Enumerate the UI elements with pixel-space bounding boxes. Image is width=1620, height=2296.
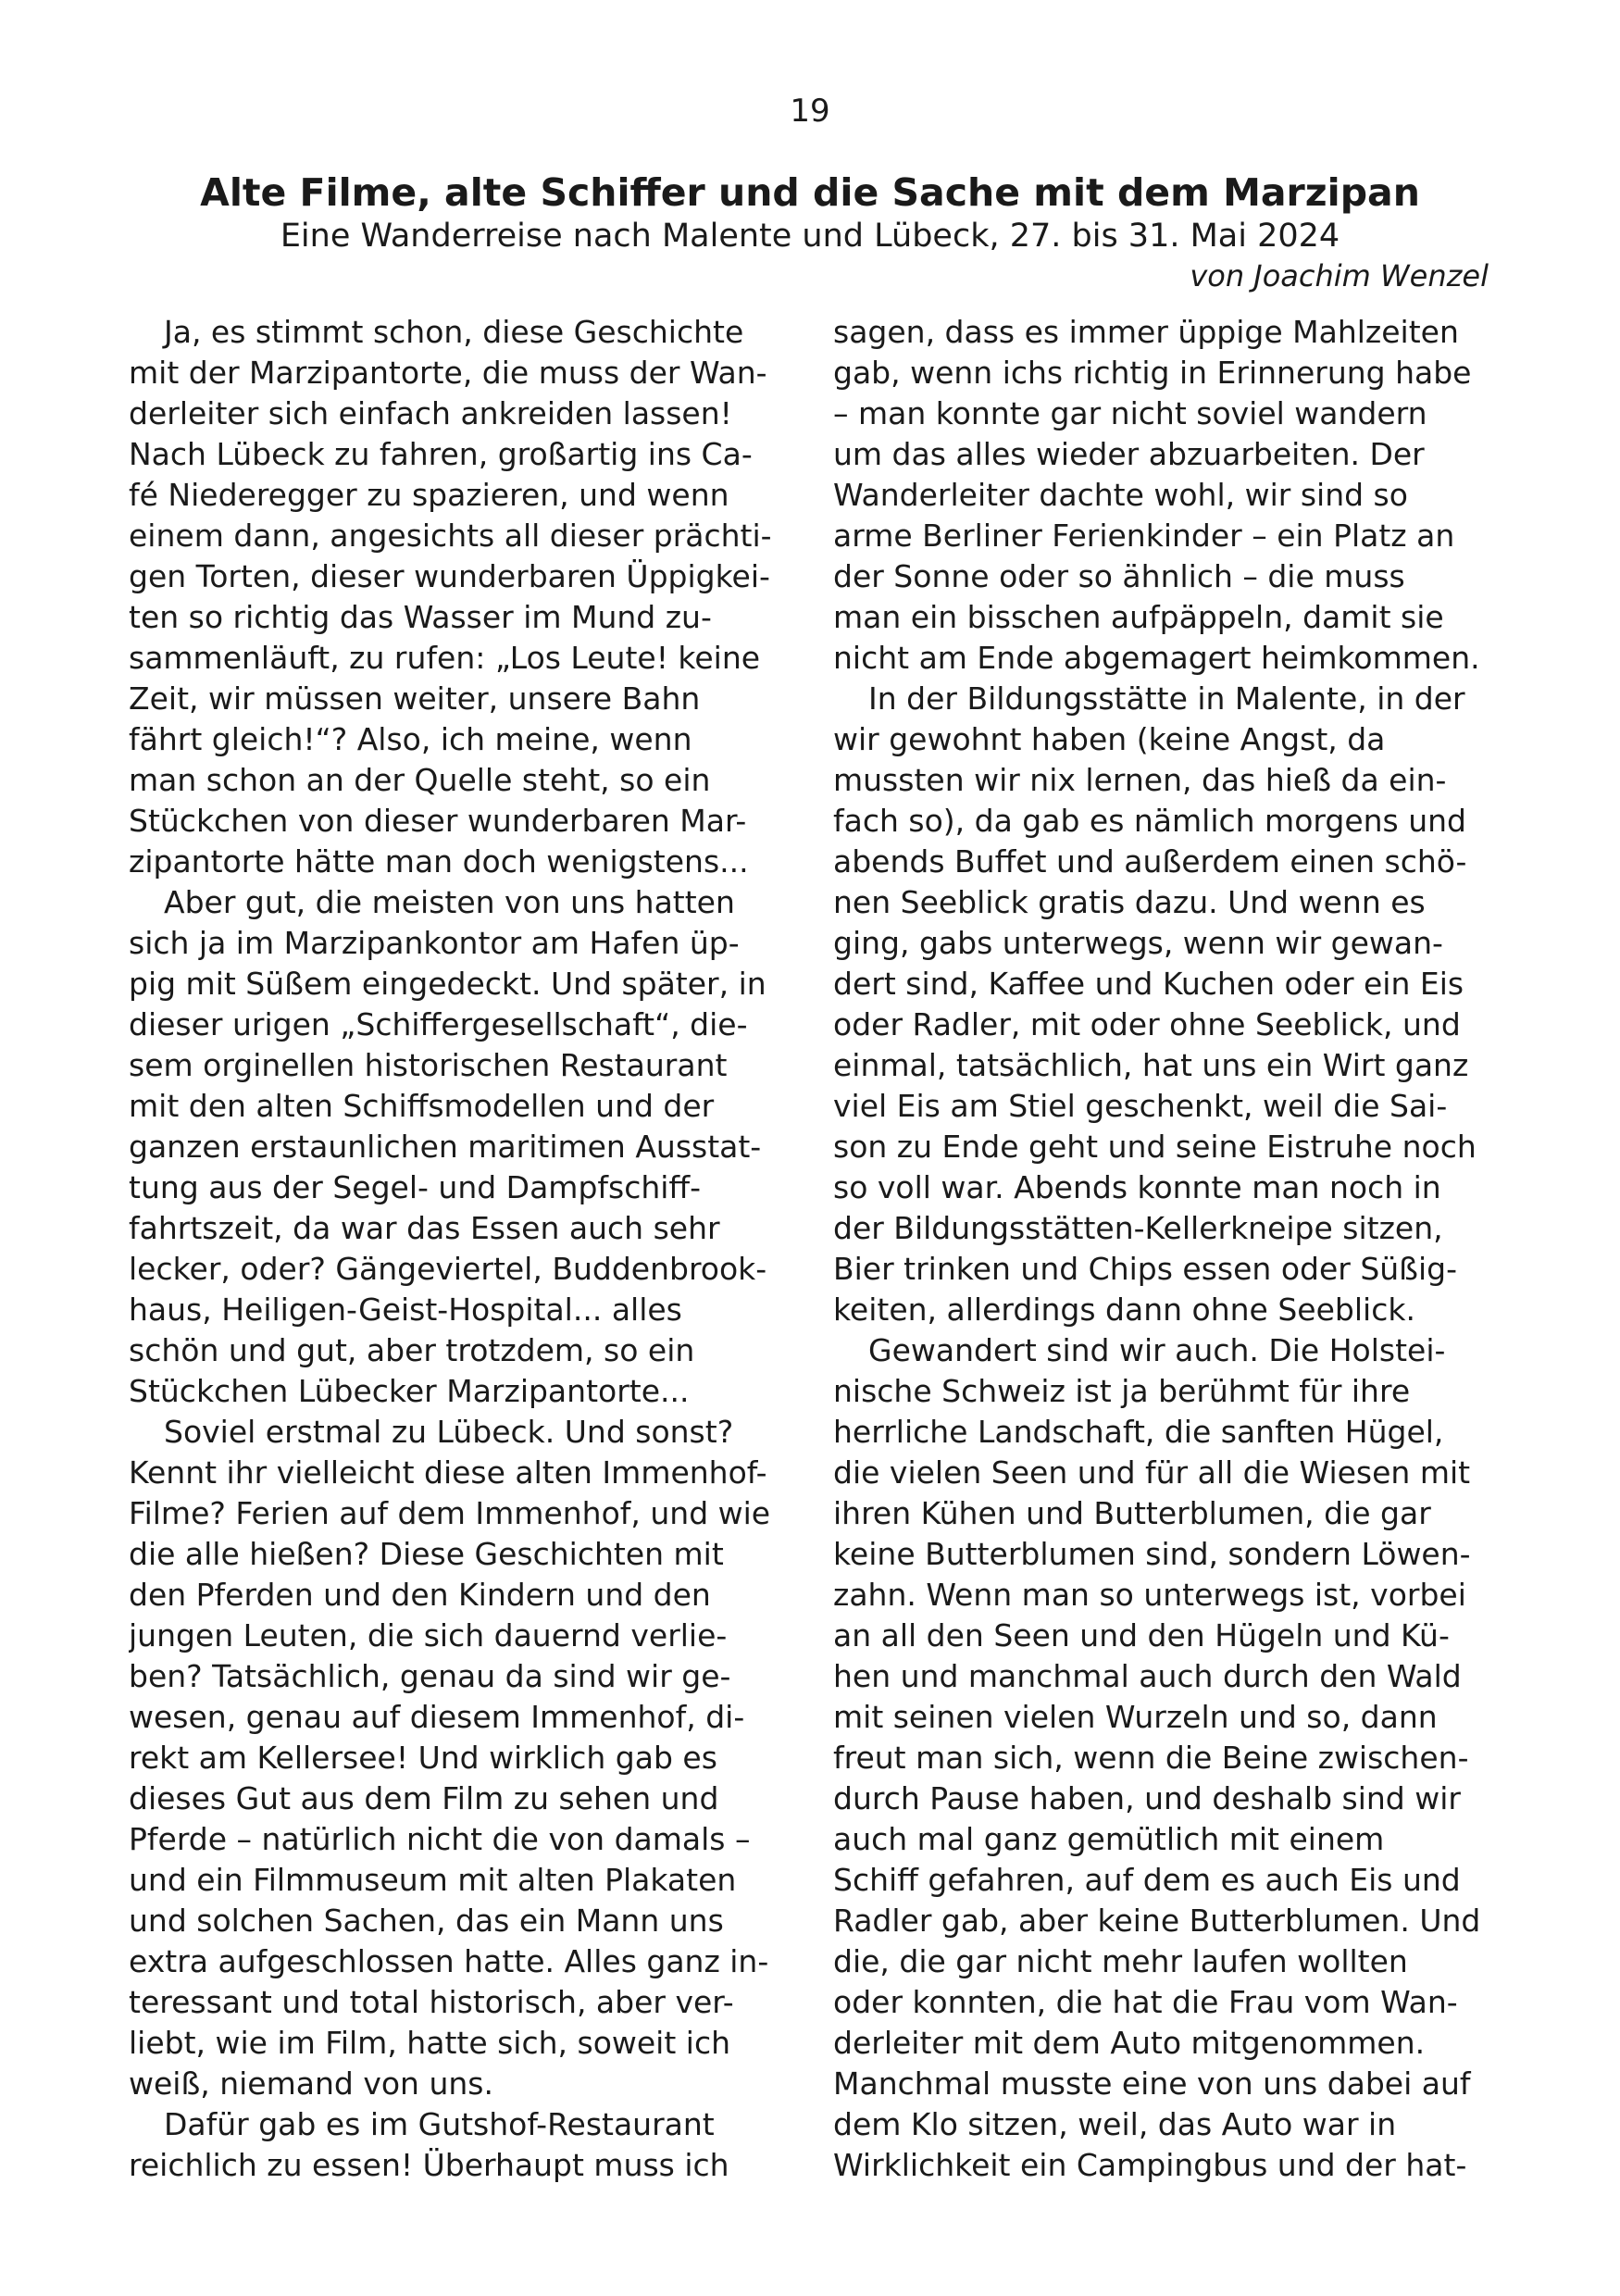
article-subtitle: Eine Wanderreise nach Malente und Lübeck, 27. bis 31. Mai 2024 (280, 218, 1340, 255)
text-line: reichlich zu essen! Überhaupt muss ich (129, 2147, 729, 2183)
text-line: Dafür gab es im Gutshof-Restaurant (164, 2106, 715, 2142)
text-line: Gewandert sind wir auch. Die Holstei- (868, 1332, 1446, 1368)
text-line: rekt am Kellersee! Und wirklich gab es (129, 1740, 717, 1776)
text-line: nische Schweiz ist ja berühmt für ihre (833, 1373, 1411, 1409)
text-line: weiß, niemand von uns. (129, 2065, 493, 2102)
text-line: lecker, oder? Gängeviertel, Buddenbrook- (129, 1251, 767, 1287)
text-line: keine Butterblumen sind, sondern Löwen- (833, 1536, 1471, 1572)
text-line: mit den alten Schiffsmodellen und der (129, 1088, 715, 1124)
text-line: fahrtszeit, da war das Essen auch sehr (129, 1210, 720, 1246)
text-line: wesen, genau auf diesem Immenhof, di- (129, 1699, 745, 1735)
text-column-right (833, 312, 1537, 2186)
text-line: haus, Heiligen-Geist-Hospital... alles (129, 1292, 682, 1328)
text-line: gab, wenn ichs richtig in Erinnerung habe (833, 355, 1472, 391)
page-number: 19 (790, 93, 830, 130)
text-line: Zeit, wir müssen weiter, unsere Bahn (129, 680, 701, 717)
text-line: die, die gar nicht mehr laufen wollten (833, 1943, 1408, 1979)
text-line: durch Pause haben, und deshalb sind wir (833, 1780, 1461, 1816)
text-line: und solchen Sachen, das ein Mann uns (129, 1903, 724, 1939)
article-title: Alte Filme, alte Schiffer und die Sache mit dem Marzipan (200, 170, 1420, 215)
text-line: extra aufgeschlossen hatte. Alles ganz in- (129, 1943, 769, 1979)
text-line: arme Berliner Ferienkinder – ein Platz an (833, 518, 1455, 554)
text-line: dert sind, Kaffee und Kuchen oder ein Eis (833, 966, 1464, 1002)
text-line: ihren Kühen und Butterblumen, die gar (833, 1495, 1431, 1531)
text-line: sagen, dass es immer üppige Mahlzeiten (833, 314, 1459, 350)
text-line: sem orginellen historischen Restaurant (129, 1047, 728, 1083)
text-line: die alle hießen? Diese Geschichten mit (129, 1536, 724, 1572)
text-line: Pferde – natürlich nicht die von damals – (129, 1821, 751, 1857)
text-line: Schiff gefahren, auf dem es auch Eis und (833, 1862, 1461, 1898)
text-line: In der Bildungsstätte in Malente, in der (868, 680, 1465, 717)
text-line: so voll war. Abends konnte man noch in (833, 1169, 1441, 1205)
text-line: Aber gut, die meisten von uns hatten (164, 884, 735, 920)
text-line: hen und manchmal auch durch den Wald (833, 1658, 1462, 1694)
text-line: sammenläuft, zu rufen: „Los Leute! keine (129, 640, 761, 676)
text-line: der Bildungsstätten-Kellerkneipe sitzen, (833, 1210, 1443, 1246)
text-line: den Pferden und den Kindern und den (129, 1577, 711, 1613)
text-line: herrliche Landschaft, die sanften Hügel, (833, 1414, 1444, 1450)
text-line: freut man sich, wenn die Beine zwischen- (833, 1740, 1469, 1776)
text-line: dieses Gut aus dem Film zu sehen und (129, 1780, 719, 1816)
text-line: einem dann, angesichts all dieser prächti- (129, 518, 772, 554)
text-line: pig mit Süßem eingedeckt. Und später, in (129, 966, 766, 1002)
text-line: Radler gab, aber keine Butterblumen. Und (833, 1903, 1481, 1939)
text-line: dieser urigen „Schiffergesellschaft“, die- (129, 1006, 748, 1042)
article-byline: von Joachim Wenzel (1190, 258, 1489, 293)
text-line: man ein bisschen aufpäppeln, damit sie (833, 599, 1444, 635)
text-line: Wirklichkeit ein Campingbus und der hat- (833, 2147, 1467, 2183)
text-line: fach so), da gab es nämlich morgens und (833, 803, 1466, 839)
text-line: tung aus der Segel- und Dampfschiff- (129, 1169, 702, 1205)
text-line: son zu Ende geht und seine Eistruhe noch (833, 1129, 1477, 1165)
text-line: auch mal ganz gemütlich mit einem (833, 1821, 1385, 1857)
text-line: an all den Seen und den Hügeln und Kü- (833, 1617, 1450, 1653)
text-line: dem Klo sitzen, weil, das Auto war in (833, 2106, 1397, 2142)
text-line: Stückchen von dieser wunderbaren Mar- (129, 803, 747, 839)
text-line: oder konnten, die hat die Frau vom Wan- (833, 1984, 1458, 2020)
text-line: der Sonne oder so ähnlich – die muss (833, 558, 1405, 594)
text-line: Kennt ihr vielleicht diese alten Immenhof- (129, 1454, 767, 1491)
text-line: ganzen erstaunlichen maritimen Ausstat- (129, 1129, 762, 1165)
text-line: fährt gleich!“? Also, ich meine, wenn (129, 721, 692, 757)
text-line: jungen Leuten, die sich dauernd verlie- (129, 1617, 728, 1653)
text-line: sich ja im Marzipankontor am Hafen üp- (129, 925, 740, 961)
text-line: Filme? Ferien auf dem Immenhof, und wie (129, 1495, 771, 1531)
text-line: viel Eis am Stiel geschenkt, weil die Sai- (833, 1088, 1448, 1124)
text-line: Bier trinken und Chips essen oder Süßig- (833, 1251, 1457, 1287)
text-line: fé Niederegger zu spazieren, und wenn (129, 477, 729, 513)
text-line: zipantorte hätte man doch wenigstens... (129, 843, 749, 880)
text-line: gen Torten, dieser wunderbaren Üppigkei- (129, 558, 770, 594)
text-line: um das alles wieder abzuarbeiten. Der (833, 436, 1425, 472)
text-line: zahn. Wenn man so unterwegs ist, vorbei (833, 1577, 1466, 1613)
text-line: wir gewohnt haben (keine Angst, da (833, 721, 1386, 757)
text-line: nicht am Ende abgemagert heimkommen. (833, 640, 1480, 676)
text-line: abends Buffet und außerdem einen schö- (833, 843, 1467, 880)
text-line: mussten wir nix lernen, das hieß da ein- (833, 762, 1447, 798)
text-line: Stückchen Lübecker Marzipantorte... (129, 1373, 690, 1409)
text-line: derleiter sich einfach ankreiden lassen! (129, 395, 732, 431)
text-line: keiten, allerdings dann ohne Seeblick. (833, 1292, 1415, 1328)
text-line: die vielen Seen und für all die Wiesen mit (833, 1454, 1471, 1491)
text-line: ben? Tatsächlich, genau da sind wir ge- (129, 1658, 731, 1694)
text-line: oder Radler, mit oder ohne Seeblick, und (833, 1006, 1461, 1042)
text-line: Soviel erstmal zu Lübeck. Und sonst? (164, 1414, 734, 1450)
text-line: nen Seeblick gratis dazu. Und wenn es (833, 884, 1426, 920)
text-line: einmal, tatsächlich, hat uns ein Wirt ganz (833, 1047, 1469, 1083)
text-line: Wanderleiter dachte wohl, wir sind so (833, 477, 1408, 513)
text-line: ging, gabs unterwegs, wenn wir gewan- (833, 925, 1443, 961)
text-column-left (129, 312, 832, 2186)
text-line: – man konnte gar nicht soviel wandern (833, 395, 1427, 431)
text-line: und ein Filmmuseum mit alten Plakaten (129, 1862, 737, 1898)
text-line: man schon an der Quelle steht, so ein (129, 762, 711, 798)
text-line: derleiter mit dem Auto mitgenommen. (833, 2025, 1426, 2061)
text-line: Nach Lübeck zu fahren, großartig ins Ca- (129, 436, 753, 472)
text-line: ten so richtig das Wasser im Mund zu- (129, 599, 712, 635)
text-line: teressant und total historisch, aber ver- (129, 1984, 734, 2020)
text-line: liebt, wie im Film, hatte sich, soweit ich (129, 2025, 731, 2061)
text-line: mit seinen vielen Wurzeln und so, dann (833, 1699, 1438, 1735)
text-line: Manchmal musste eine von uns dabei auf (833, 2065, 1471, 2102)
text-line: schön und gut, aber trotzdem, so ein (129, 1332, 695, 1368)
text-line: Ja, es stimmt schon, diese Geschichte (164, 314, 744, 350)
text-line: mit der Marzipantorte, die muss der Wan- (129, 355, 767, 391)
